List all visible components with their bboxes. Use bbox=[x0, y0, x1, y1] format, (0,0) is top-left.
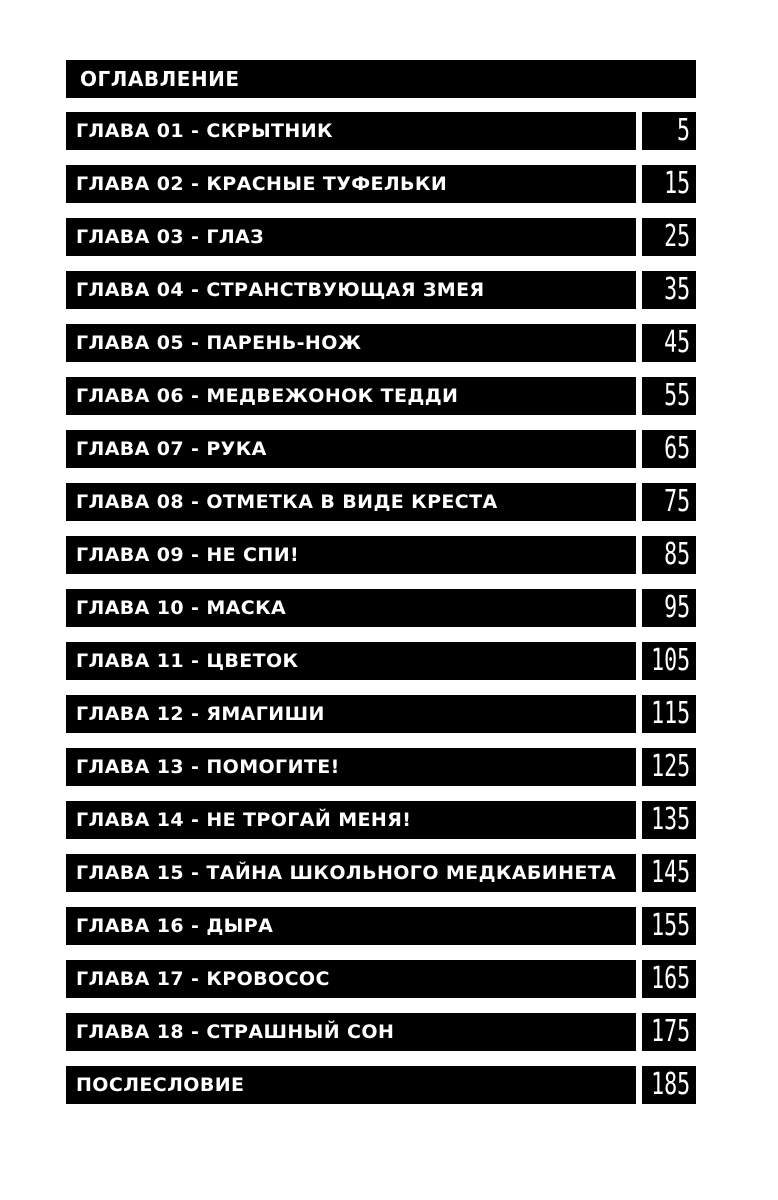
toc-entry-page-number-text: 115 bbox=[650, 696, 690, 731]
toc-entry-page-number-text: 75 bbox=[663, 484, 690, 519]
toc-entry-page-number bbox=[642, 1066, 696, 1104]
toc-entry[interactable] bbox=[66, 483, 696, 521]
toc-entry-page-number bbox=[642, 536, 696, 574]
toc-entry-page-number-text: 155 bbox=[650, 908, 690, 943]
toc-entry[interactable] bbox=[66, 430, 696, 468]
toc-entries bbox=[66, 112, 696, 1104]
toc-entry-page-number-text: 55 bbox=[663, 378, 690, 413]
toc-entry[interactable] bbox=[66, 854, 696, 892]
toc-entry-label: ГЛАВА 16 - ДЫРА bbox=[66, 907, 636, 945]
toc-entry[interactable] bbox=[66, 1066, 696, 1104]
toc-entry-label: ГЛАВА 09 - НЕ СПИ! bbox=[66, 536, 636, 574]
toc-entry-page-number-text: 145 bbox=[650, 855, 690, 890]
toc-entry-page-number-text: 135 bbox=[650, 802, 690, 837]
toc-entry[interactable] bbox=[66, 907, 696, 945]
toc-header bbox=[66, 60, 696, 98]
toc-entry[interactable] bbox=[66, 324, 696, 362]
toc-entry[interactable] bbox=[66, 695, 696, 733]
toc-entry-page-number-text: 95 bbox=[663, 590, 690, 625]
toc-entry[interactable] bbox=[66, 218, 696, 256]
toc-entry-page-number-text: 45 bbox=[663, 325, 690, 360]
toc-entry-label: ГЛАВА 05 - ПАРЕНЬ-НОЖ bbox=[66, 324, 636, 362]
toc-entry-page-number bbox=[642, 1013, 696, 1051]
toc-entry[interactable] bbox=[66, 589, 696, 627]
toc-entry-page-number bbox=[642, 271, 696, 309]
toc-entry-label: ГЛАВА 13 - ПОМОГИТЕ! bbox=[66, 748, 636, 786]
toc-entry[interactable] bbox=[66, 112, 696, 150]
toc-entry-label: ГЛАВА 18 - СТРАШНЫЙ СОН bbox=[66, 1013, 636, 1051]
toc-entry-page-number-text: 25 bbox=[663, 219, 690, 254]
toc-entry[interactable] bbox=[66, 748, 696, 786]
toc-entry[interactable] bbox=[66, 165, 696, 203]
toc-entry-label: ГЛАВА 02 - КРАСНЫЕ ТУФЕЛЬКИ bbox=[66, 165, 636, 203]
toc-entry-page-number bbox=[642, 907, 696, 945]
toc-entry-label: ГЛАВА 10 - МАСКА bbox=[66, 589, 636, 627]
toc-entry-page-number-text: 15 bbox=[663, 166, 690, 201]
table-of-contents bbox=[66, 60, 696, 1119]
toc-entry[interactable] bbox=[66, 801, 696, 839]
toc-entry-label: ГЛАВА 15 - ТАЙНА ШКОЛЬНОГО МЕДКАБИНЕТА bbox=[66, 854, 636, 892]
toc-entry-label: ГЛАВА 07 - РУКА bbox=[66, 430, 636, 468]
toc-entry-page-number bbox=[642, 430, 696, 468]
toc-entry-label: ГЛАВА 11 - ЦВЕТОК bbox=[66, 642, 636, 680]
toc-title: ОГЛАВЛЕНИЕ bbox=[80, 67, 240, 91]
toc-entry-page-number bbox=[642, 377, 696, 415]
toc-entry-page-number bbox=[642, 642, 696, 680]
toc-entry-label: ГЛАВА 14 - НЕ ТРОГАЙ МЕНЯ! bbox=[66, 801, 636, 839]
toc-entry-page-number bbox=[642, 589, 696, 627]
toc-entry[interactable] bbox=[66, 377, 696, 415]
toc-entry-page-number bbox=[642, 801, 696, 839]
toc-entry-label: ГЛАВА 04 - СТРАНСТВУЮЩАЯ ЗМЕЯ bbox=[66, 271, 636, 309]
toc-entry-page-number-text: 105 bbox=[650, 643, 690, 678]
toc-entry-label: ГЛАВА 12 - ЯМАГИШИ bbox=[66, 695, 636, 733]
toc-entry-page-number bbox=[642, 695, 696, 733]
toc-entry-page-number bbox=[642, 960, 696, 998]
toc-entry-page-number-text: 125 bbox=[650, 749, 690, 784]
toc-entry[interactable] bbox=[66, 271, 696, 309]
toc-entry-label: ГЛАВА 06 - МЕДВЕЖОНОК ТЕДДИ bbox=[66, 377, 636, 415]
toc-entry[interactable] bbox=[66, 642, 696, 680]
toc-entry-page-number bbox=[642, 165, 696, 203]
toc-entry-label: ПОСЛЕСЛОВИЕ bbox=[66, 1066, 636, 1104]
toc-entry-page-number bbox=[642, 748, 696, 786]
toc-entry-page-number-text: 35 bbox=[663, 272, 690, 307]
toc-entry-page-number-text: 175 bbox=[650, 1014, 690, 1049]
toc-entry-page-number-text: 85 bbox=[663, 537, 690, 572]
toc-entry[interactable] bbox=[66, 960, 696, 998]
toc-entry-page-number bbox=[642, 483, 696, 521]
toc-entry-label: ГЛАВА 17 - КРОВОСОС bbox=[66, 960, 636, 998]
toc-entry-page-number bbox=[642, 218, 696, 256]
toc-entry-label: ГЛАВА 01 - СКРЫТНИК bbox=[66, 112, 636, 150]
toc-entry-page-number-text: 185 bbox=[650, 1067, 690, 1102]
toc-entry[interactable] bbox=[66, 536, 696, 574]
toc-entry-page-number bbox=[642, 324, 696, 362]
toc-entry-page-number-text: 5 bbox=[676, 113, 690, 148]
toc-entry-page-number bbox=[642, 112, 696, 150]
toc-entry-label: ГЛАВА 08 - ОТМЕТКА В ВИДЕ КРЕСТА bbox=[66, 483, 636, 521]
toc-entry[interactable] bbox=[66, 1013, 696, 1051]
toc-entry-label: ГЛАВА 03 - ГЛАЗ bbox=[66, 218, 636, 256]
toc-entry-page-number-text: 65 bbox=[663, 431, 690, 466]
toc-entry-page-number bbox=[642, 854, 696, 892]
toc-entry-page-number-text: 165 bbox=[650, 961, 690, 996]
